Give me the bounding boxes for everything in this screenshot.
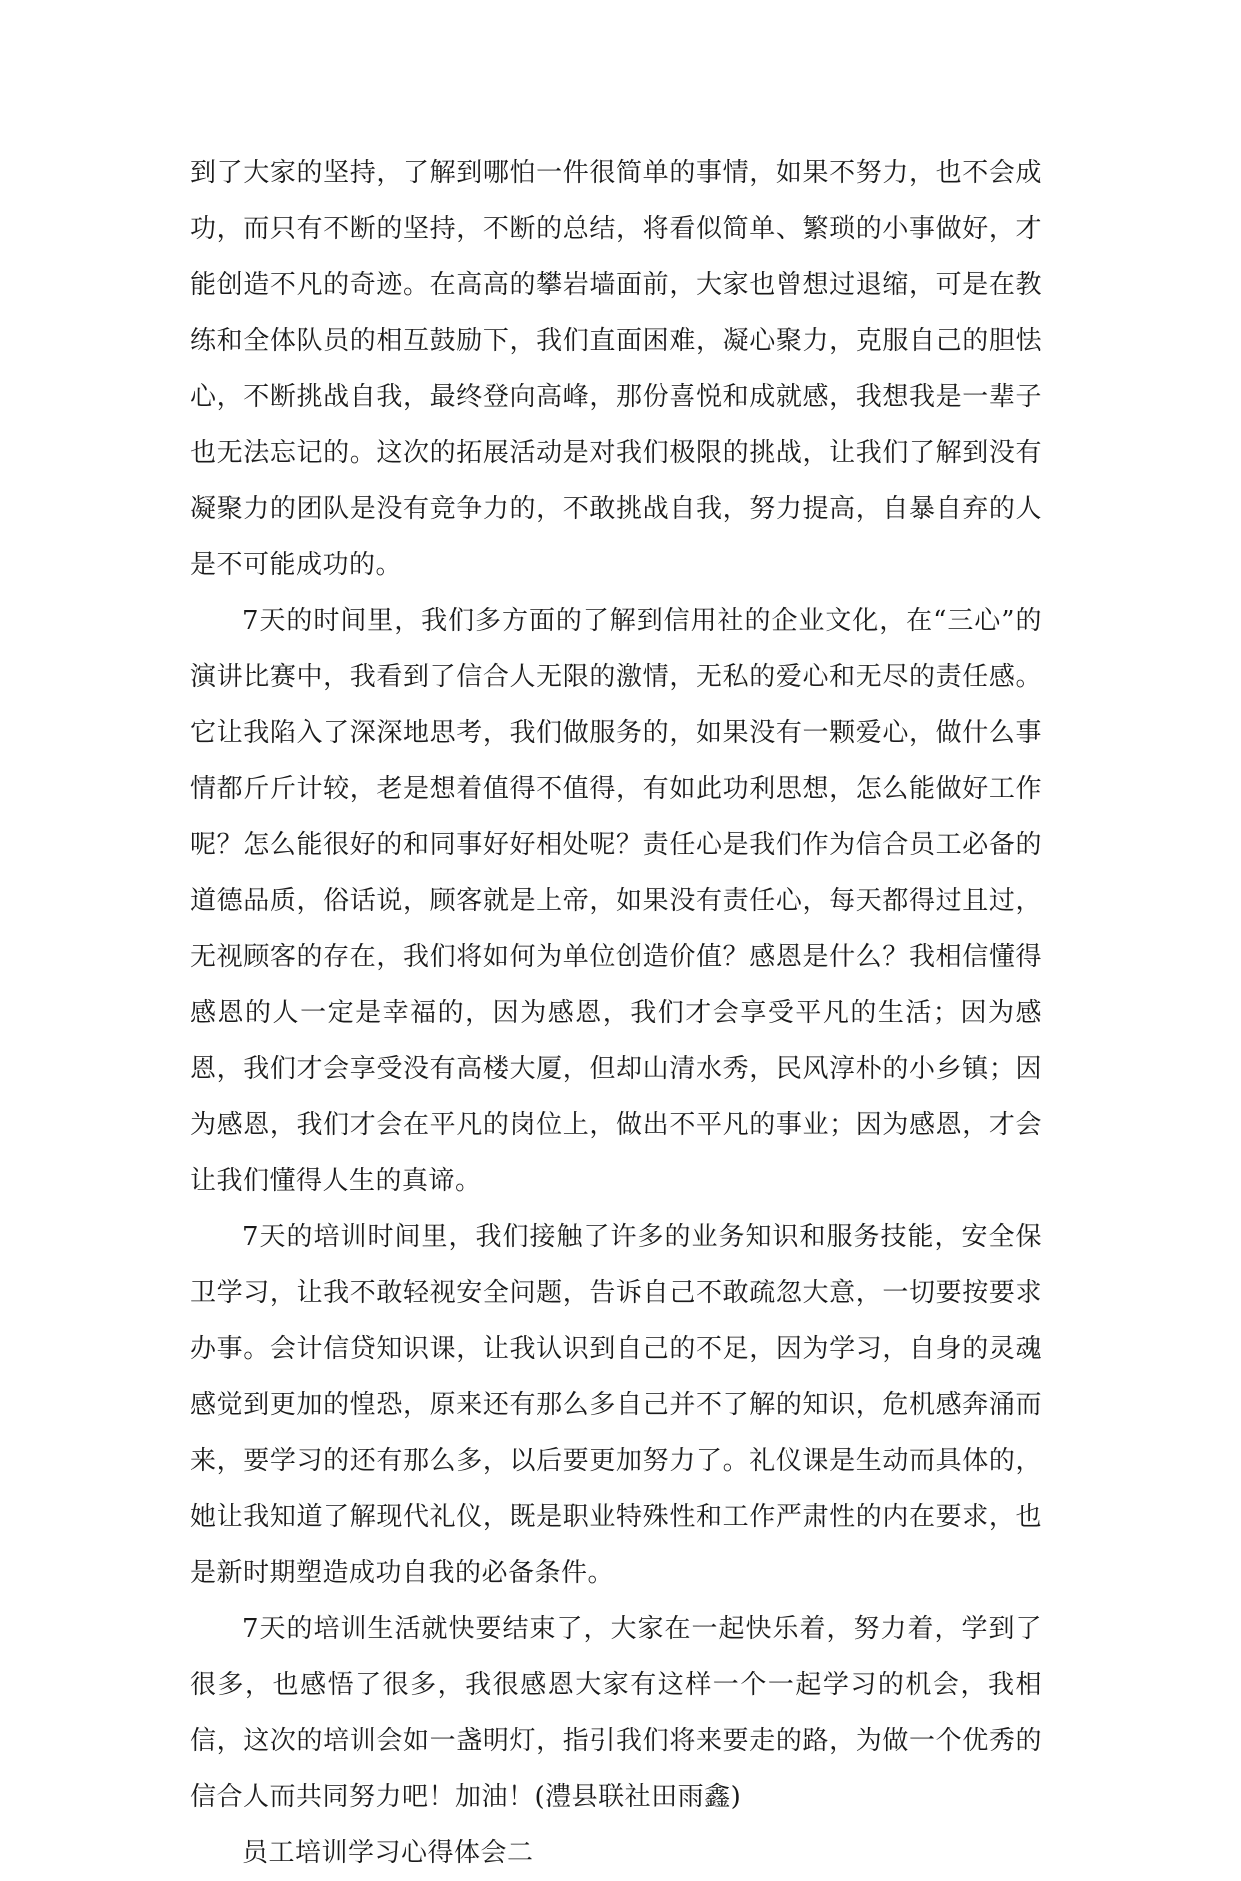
section-heading: 员工培训学习心得体会二 [242, 1838, 534, 1868]
paragraph-continuation: 到了大家的坚持，了解到哪怕一件很简单的事情，如果不努力，也不会成功，而只有不断的坚持，不断的总结，将看似简单、繁琐的小事做好，才能创造不凡的奇迹。在高高的攀岩墙面前，大家也曾想过退缩，可是在教练和全体队员的相互鼓励下，我们直面困难，凝心聚力，克服自己的胆怯心，不断挑战自我，最终登向高峰，那份喜悦和成就感，我想我是一辈子也无法忘记的。这次的拓展活动是对我们极限的挑战，让我们了解到没有凝聚力的团队是没有竞争力的，不敢挑战自我，努力提高，自暴自弃的人是不可能成功的。 [190, 158, 1042, 580]
paragraph-conclusion: 7天的培训生活就快要结束了，大家在一起快乐着，努力着，学到了很多，也感悟了很多，我很感恩大家有这样一个一起学习的机会，我相信，这次的培训会如一盏明灯，指引我们将来要走的路，为做一个优秀的信合人而共同努力吧！加油！(澧县联社田雨鑫) [190, 1614, 1042, 1812]
document-body [190, 145, 1042, 1881]
paragraph-training-knowledge: 7天的培训时间里，我们接触了许多的业务知识和服务技能，安全保卫学习，让我不敢轻视安全问题，告诉自己不敢疏忽大意，一切要按要求办事。会计信贷知识课，让我认识到自己的不足，因为学习，自身的灵魂感觉到更加的惶恐，原来还有那么多自己并不了解的知识，危机感奔涌而来，要学习的还有那么多，以后要更加努力了。礼仪课是生动而具体的，她让我知道了解现代礼仪，既是职业特殊性和工作严肃性的内在要求，也是新时期塑造成功自我的必备条件。 [190, 1222, 1042, 1588]
paragraph-corporate-culture: 7天的时间里，我们多方面的了解到信用社的企业文化，在“三心”的演讲比赛中，我看到了信合人无限的激情，无私的爱心和无尽的责任感。它让我陷入了深深地思考，我们做服务的，如果没有一颗爱心，做什么事情都斤斤计较，老是想着值得不值得，有如此功利思想，怎么能做好工作呢？怎么能很好的和同事好好相处呢？责任心是我们作为信合员工必备的道德品质，俗话说，顾客就是上帝，如果没有责任心，每天都得过且过，无视顾客的存在，我们将如何为单位创造价值？感恩是什么？我相信懂得感恩的人一定是幸福的，因为感恩，我们才会享受平凡的生活；因为感恩，我们才会享受没有高楼大厦，但却山清水秀，民风淳朴的小乡镇；因为感恩，我们才会在平凡的岗位上，做出不平凡的事业；因为感恩，才会让我们懂得人生的真谛。 [190, 606, 1042, 1196]
